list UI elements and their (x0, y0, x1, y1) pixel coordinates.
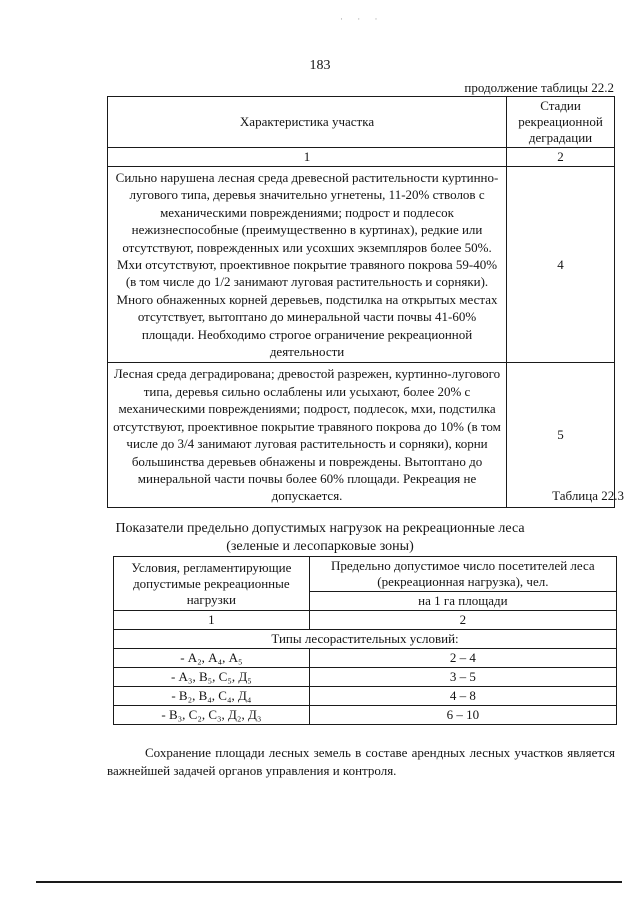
body-paragraph: Сохранение площади лесных земель в составе арендных лесных участков является важнейшей задачей органов управления и контроля. (107, 745, 615, 778)
table-title (0, 520, 640, 556)
header-stages: Стадии рекреационной деградации (507, 97, 615, 148)
table-title-line: Показатели предельно допустимых нагрузок на рекреационные леса (115, 521, 525, 536)
table-row (114, 687, 617, 706)
row-stage: 5 (507, 363, 615, 507)
column-number: 1 (114, 611, 310, 630)
forest-types: - А₃, В₅, С₅, Д₅ (114, 668, 310, 687)
table-numbering-row (114, 611, 617, 630)
header-conditions: Условия, регламентирующие допустимые рекреационные нагрузки (114, 557, 310, 611)
table-row (114, 668, 617, 687)
load-range: 2 – 4 (309, 649, 616, 668)
forest-types: - А₂, А₄, А₅ (114, 649, 310, 668)
recreational-load-table (113, 556, 617, 725)
table-row (108, 363, 615, 507)
table-row (114, 706, 617, 725)
table-subtitle-line: (зеленые и лесопарковые зоны) (226, 539, 414, 554)
load-range: 4 – 8 (309, 687, 616, 706)
column-number: 2 (309, 611, 616, 630)
footer-divider (36, 881, 622, 883)
section-label: Типы лесорастительных условий: (114, 630, 617, 649)
table-header-row (108, 97, 615, 148)
forest-types: - В₃, С₂, С₃, Д₂, Д₃ (114, 706, 310, 725)
row-description: Лесная среда деградирована; древостой разрежен, куртинно-лугового типа, деревья сильно ослаблены или усыхают, более 20% с механическими повреждениями; подрост, подлесок, мхи, подстилка отсутствуют, проективное покрытие травяного покрова до 10% (в том числе до 3/4 занимают луговая растительность и сорняки), корни большинства деревьев обнажены и повреждены. Вытоптано до минеральной части почвы более 60% площади. Рекреация не допускается. (108, 363, 507, 507)
load-range: 6 – 10 (309, 706, 616, 725)
page-number: 183 (309, 58, 331, 73)
continuation-label: продолжение таблицы 22.2 (464, 80, 614, 95)
table-row (114, 649, 617, 668)
column-number: 1 (108, 148, 507, 167)
header-max-visitors: Предельно допустимое число посетителей леса (рекреационная нагрузка), чел. (309, 557, 616, 592)
load-range: 3 – 5 (309, 668, 616, 687)
table-header-row (114, 557, 617, 592)
header-per-area: на 1 га площади (309, 592, 616, 611)
column-number: 2 (507, 148, 615, 167)
scan-marks: · · · (340, 14, 384, 24)
table-section-row (114, 630, 617, 649)
forest-types: - В₂, В₄, С₄, Д₄ (114, 687, 310, 706)
row-stage: 4 (507, 167, 615, 363)
table-label: Таблица 22.3 (552, 488, 624, 503)
degradation-table (107, 96, 615, 508)
row-description: Сильно нарушена лесная среда древесной растительности куртинно-лугового типа, деревья значительно угнетены, 11-20% стволов с механическими повреждениями; подрост и подлесок нежизнеспособные (преимущественно в куртинах), редкие или отсутствуют, поврежденных или усохших экземпляров более 50%. Мхи отсутствуют, проективное покрытие травяного покрова 59-40% (в том числе до 1/2 занимают луговая растительность и сорняки). Много обнаженных корней деревьев, подстилка на открытых местах отсутствует, вытоптано до минеральной части почвы 41-60% площади. Необходимо строгое ограничение рекреационной деятельности (108, 167, 507, 363)
table-numbering-row (108, 148, 615, 167)
header-characteristic: Характеристика участка (108, 97, 507, 148)
table-row (108, 167, 615, 363)
